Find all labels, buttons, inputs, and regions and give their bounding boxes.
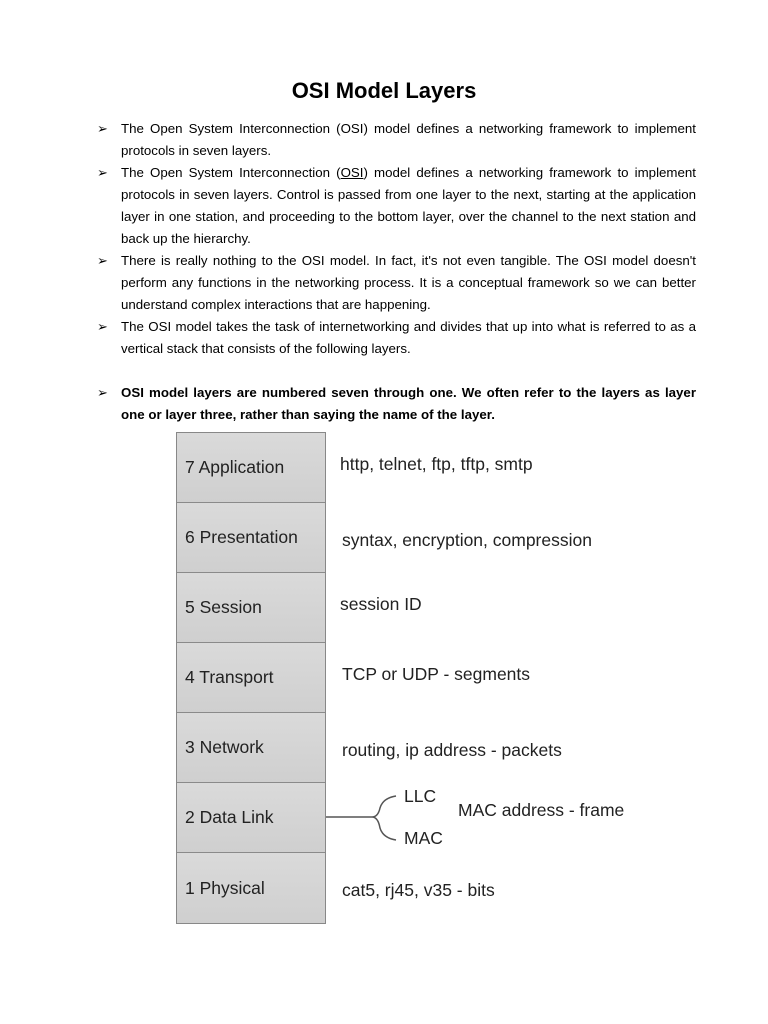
bullet-list xyxy=(96,118,696,360)
network-desc: routing, ip address - packets xyxy=(342,740,562,760)
layer-network: 3 Network xyxy=(177,713,325,783)
transport-desc: TCP or UDP - segments xyxy=(342,664,531,684)
list-item xyxy=(96,162,696,250)
presentation-desc: syntax, encryption, compression xyxy=(342,530,592,550)
page-title: OSI Model Layers xyxy=(291,78,477,103)
layer-physical: 1 Physical xyxy=(177,853,325,923)
arrow-bullet-icon: ➢ xyxy=(97,121,108,136)
arrow-bullet-icon: ➢ xyxy=(97,319,108,334)
bullet-text: The OSI model takes the task of internetworking and divides that up into what is referred to as a vertical stack that consists of the following layers. xyxy=(121,319,696,356)
application-desc: http, telnet, ftp, tftp, smtp xyxy=(340,454,533,474)
bullet-text: The Open System Interconnection (OSI) model defines a networking framework to implement protocols in seven layers. xyxy=(121,121,696,158)
arrow-bullet-icon: ➢ xyxy=(97,253,108,268)
bullet-text: There is really nothing to the OSI model. In fact, it's not even tangible. The OSI model doesn't perform any functions in the networking process. It is a conceptual framework so we can better understand complex interactions that are happening. xyxy=(121,253,696,312)
layer-presentation: 6 Presentation xyxy=(177,503,325,573)
llc-label: LLC xyxy=(404,786,437,806)
list-item xyxy=(96,316,696,360)
data-link-desc: MAC address - frame xyxy=(458,800,625,820)
layer-application: 7 Application xyxy=(177,433,325,503)
arrow-bullet-icon: ➢ xyxy=(97,385,108,400)
layer-transport: 4 Transport xyxy=(177,643,325,713)
bullet-text-pre: The Open System Interconnection ( xyxy=(121,165,341,180)
list-item xyxy=(96,250,696,316)
layer-numbering-note xyxy=(96,382,696,426)
physical-desc: cat5, rj45, v35 - bits xyxy=(342,880,495,900)
osi-link[interactable]: OSI xyxy=(340,165,364,180)
osi-layer-stack xyxy=(176,432,326,924)
session-desc: session ID xyxy=(340,594,422,614)
arrow-bullet-icon: ➢ xyxy=(97,165,108,180)
data-link-bracket xyxy=(326,790,406,850)
layer-session: 5 Session xyxy=(177,573,325,643)
list-item xyxy=(96,118,696,162)
bullet-text-post: ) model defines a networking framework to implement protocols in seven layers. Control is passed from one layer to the next, starting at the application layer in one station, and proceeding to the bottom layer, over the channel to the next station and back up the hierarchy. xyxy=(121,165,696,246)
note-text: OSI model layers are numbered seven through one. We often refer to the layers as layer one or layer three, rather than saying the name of the layer. xyxy=(121,385,696,422)
mac-label: MAC xyxy=(404,828,443,848)
layer-data-link: 2 Data Link xyxy=(177,783,325,853)
